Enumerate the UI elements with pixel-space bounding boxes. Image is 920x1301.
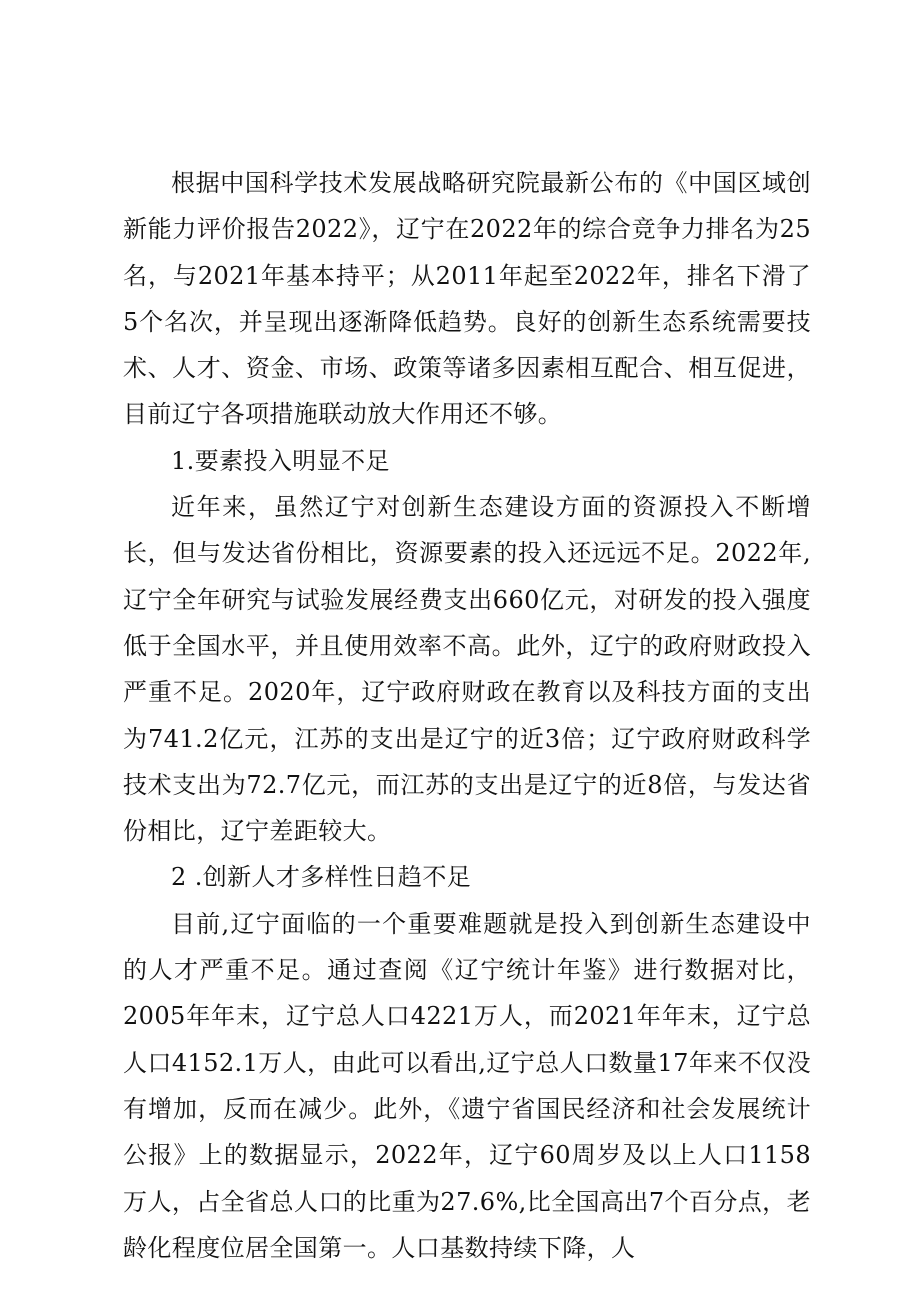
- paragraph-talent-diversity: 目前,辽宁面临的一个重要难题就是投入到创新生态建设中的人才严重不足。通过查阅《辽宁统计年鉴》进行数据对比，2005年年末，辽宁总人口4221万人，而2021年年末，辽宁总人口4152.1万人，由此可以看出,辽宁总人口数量17年来不仅没有增加，反而在减少。此外，《遗宁省国民经济和社会发展统计公报》上的数据显示，2022年，辽宁60周岁及以上人口1158万人，占全省总人口的比重为27.6%,比全国高出7个百分点，老龄化程度位居全国第一。人口基数持续下降，人: [123, 909, 811, 1262]
- paragraph-resource-input: 近年来，虽然辽宁对创新生态建设方面的资源投入不断增长，但与发达省份相比，资源要素的投入还远远不足。2022年,辽宁全年研究与试验发展经费支出660亿元，对研发的投入强度低于全国水平，并且使用效率不高。此外，辽宁的政府财政投入严重不足。2020年，辽宁政府财政在教育以及科技方面的支出为741.2亿元，江苏的支出是辽宁的近3倍；辽宁政府财政科学技术支出为72.7亿元，而江苏的支出是辽宁的近8倍，与发达省份相比，辽宁差距较大。: [123, 493, 811, 846]
- paragraph-ranking: 根据中国科学技术发展战略研究院最新公布的《中国区域创新能力评价报告2022》，辽宁在2022年的综合竞争力排名为25名，与2021年基本持平；从2011年起至2022年，排名下滑了5个名次，并呈现出逐渐降低趋势。良好的创新生态系统需要技术、人才、资金、市场、政策等诸多因素相互配合、相互促进，目前辽宁各项措施联动放大作用还不够。: [123, 169, 811, 429]
- document-body: [123, 160, 811, 1271]
- section-heading-resource-input: 1.要素投入明显不足: [171, 446, 390, 475]
- section-heading-talent-diversity: 2 .创新人才多样性日趋不足: [171, 863, 472, 892]
